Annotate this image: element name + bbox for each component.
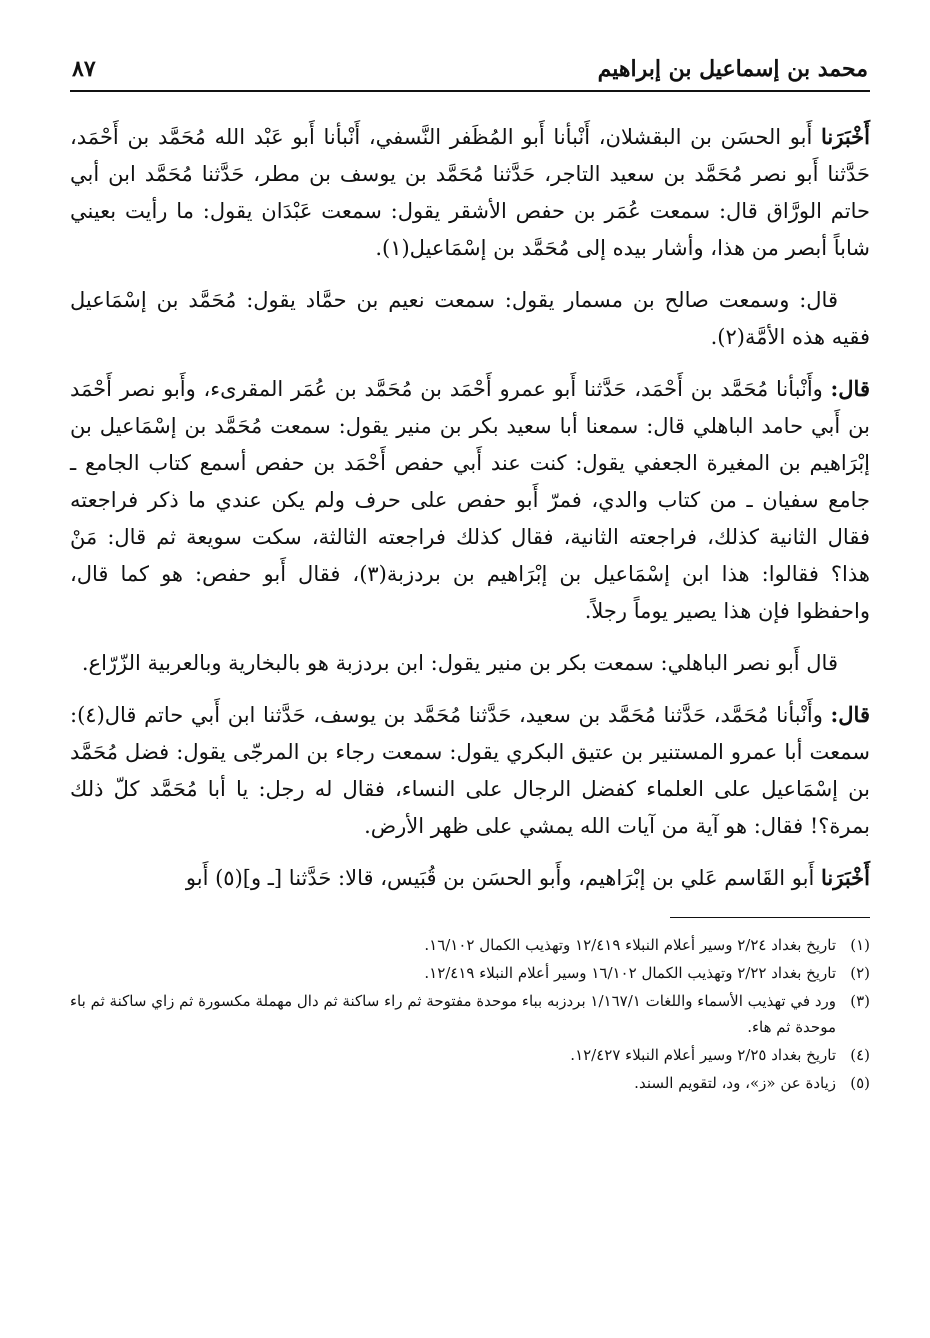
paragraph-text: وأَنْبأنا مُحَمَّد، حَدَّثنا مُحَمَّد بن سعيد، حَدَّثنا مُحَمَّد بن يوسف، حَدَّثنا ابن أَبي حاتم قال(٤): سمعت أبا عمرو المستنير بن عتيق البكري يقول: سمعت رجاء بن المرجّى يقول: فضل مُحَمَّد بن إسْمَاعيل على العلماء كفضل الرجال على النساء، فقال له رجل: يا أبا مُحَمَّد كلّ ذلك بمرة؟! فقال: هو آية من آيات الله يمشي على ظهر الأرض. [70,703,870,838]
footnotes [70,932,870,1096]
paragraph [70,644,870,682]
paragraph-text: أَبو الحسَن بن البقشلان، أَنْبأنا أَبو المُظَفر النَّسفي، أَنْبأنا أَبو عَبْد الله مُحَمَّد بن أَحْمَد، حَدَّثنا أَبو نصر مُحَمَّد بن سعيد التاجر، حَدَّثنا مُحَمَّد بن يوسف بن مطر، حَدَّثنا مُحَمَّد ابن أبي حاتم الورَّاق قال: سمعت عُمَر بن حفص الأشقر يقول: سمعت عَبْدَان يقول: ما رأيت بعيني شاباً أبصر من هذا، وأشار بيده إلى مُحَمَّد بن إسْمَاعيل(١). [70,125,870,260]
paragraph-text: قال أَبو نصر الباهلي: سمعت بكر بن منير يقول: ابن بردزبة هو بالبخارية وبالعربية الزّرّاع. [81,651,838,675]
paragraph-lead: قال: [830,702,870,727]
body-text [70,118,870,897]
footnote-number: (٣) [850,992,870,1010]
footnote-text: ورد في تهذيب الأسماء واللغات ١/١٦٧/١ بردزبه بباء موحدة مفتوحة ثم راء ساكنة ثم دال مهملة مكسورة ثم زاي ساكنة ثم باء موحدة ثم هاء. [70,992,836,1036]
footnote [70,1042,870,1068]
paragraph-lead: أَخْبَرَنا [821,124,870,149]
footnote [70,960,870,986]
paragraph [70,370,870,630]
paragraph-text: قال: وسمعت صالح بن مسمار يقول: سمعت نعيم بن حمَّاد يقول: مُحَمَّد بن إسْمَاعيل فقيه هذه الأمَّة(٢). [70,288,870,349]
page-header [70,40,870,84]
footnote-text: زيادة عن «ز»، ود، لتقويم السند. [634,1074,836,1092]
footnote-number: (٢) [850,964,870,982]
footnote [70,988,870,1040]
paragraph-text: أَبو القَاسم عَلي بن إبْرَاهيم، وأَبو الحسَن بن قُبَيس، قالا: حَدَّثنا [ـ و](٥) أَبو [185,866,822,890]
footnote-text: تاريخ بغداد ٢/٢٢ وتهذيب الكمال ١٦/١٠٢ وسير أعلام النبلاء ١٢/٤١٩. [424,964,836,982]
footnote-number: (١) [850,936,870,954]
page-number: ٨٧ [72,56,96,82]
footnote-rule [670,917,870,918]
paragraph-lead: قال: [830,376,870,401]
footnote [70,932,870,958]
paragraph [70,859,870,897]
paragraph-text: وأَنْبأنا مُحَمَّد بن أَحْمَد، حَدَّثنا أَبو عمرو أَحْمَد بن مُحَمَّد بن عُمَر المقرىء، وأَبو نصر أَحْمَد بن أَبي حامد الباهلي قال: سمعنا أبا سعيد بكر بن منير يقول: سمعت مُحَمَّد بن إسْمَاعيل بن إبْرَاهيم بن المغيرة الجعفي يقول: كنت عند أَبي حفص أَحْمَد بن حفص أسمع كتاب الجامع ـ جامع سفيان ـ من كتاب والدي، فمرّ أَبو حفص على حرف ولم يكن عندي ما ذكر فراجعته فقال الثانية كذلك، فراجعته الثانية، فقال كذلك فراجعته الثالثة، سكت سويعة ثم قال: مَنْ هذا؟ فقالوا: هذا ابن إسْمَاعيل بن إبْرَاهيم بن بردزبة(٣)، فقال أَبو حفص: هو كما قال، واحفظوا فإن هذا يصير يوماً رجلاً. [70,377,870,623]
footnote-number: (٤) [850,1046,870,1064]
book-page [70,40,870,1098]
footnote-number: (٥) [850,1074,870,1092]
footnote [70,1070,870,1096]
header-rule [70,90,870,92]
paragraph [70,281,870,356]
footnote-text: تاريخ بغداد ٢/٢٥ وسير أعلام النبلاء ١٢/٤٢٧. [570,1046,836,1064]
running-title: محمد بن إسماعيل بن إبراهيم [597,56,868,82]
footnote-text: تاريخ بغداد ٢/٢٤ وسير أعلام النبلاء ١٢/٤١٩ وتهذيب الكمال ١٦/١٠٢. [424,936,836,954]
paragraph [70,696,870,845]
paragraph [70,118,870,267]
paragraph-lead: أَخْبَرَنا [821,865,870,890]
